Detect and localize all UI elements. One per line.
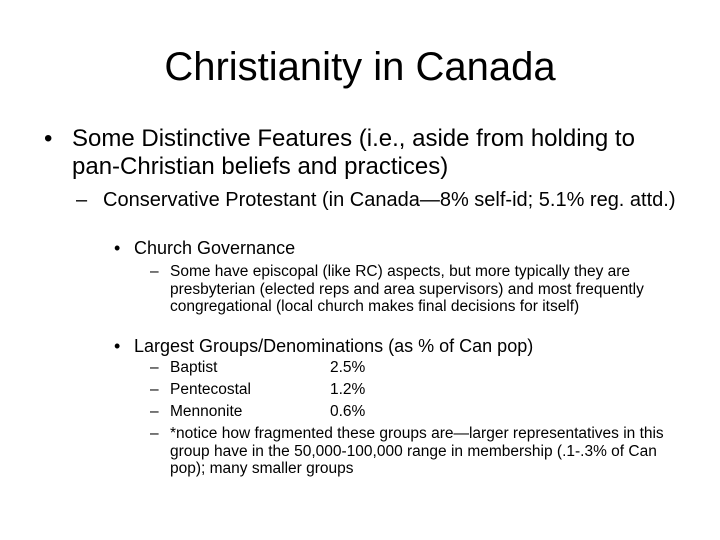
bullet-dot: • xyxy=(44,125,53,152)
bullet-dot: • xyxy=(114,336,121,356)
list-item-group xyxy=(150,403,690,421)
bullet-largest-groups xyxy=(114,336,674,357)
group-percentage: 0.6% xyxy=(330,403,366,420)
group-name: Mennonite xyxy=(170,403,243,420)
bullet-dash: – xyxy=(150,359,159,376)
bullet-dash: – xyxy=(150,403,159,420)
list-item-group xyxy=(150,381,690,399)
church-governance-heading: Church Governance xyxy=(134,238,296,258)
largest-groups-heading: Largest Groups/Denominations (as % of Can pop) xyxy=(134,336,534,356)
group-name: Pentecostal xyxy=(170,381,251,398)
governance-detail-text: Some have episcopal (like RC) aspects, but more typically they are presbyterian (elected reps and area supervisors) and most frequently congregational (local church makes final decisions for itself) xyxy=(170,263,644,315)
bullet-conservative-protestant xyxy=(76,188,703,212)
bullet-distinctive-features xyxy=(44,125,672,181)
bullet-dash: – xyxy=(76,189,88,211)
bullet-governance-detail xyxy=(150,263,690,316)
bullet-dash: – xyxy=(150,425,159,442)
group-percentage: 1.2% xyxy=(330,381,366,398)
list-item-group xyxy=(150,359,690,377)
distinctive-features-text: Some Distinctive Features (i.e., aside from holding to pan-Christian beliefs and practices) xyxy=(72,125,635,180)
fragmentation-note-text: *notice how fragmented these groups are—larger representatives in this group have in the 50,000-100,000 range in membership (.1-.3% of Can pop); many smaller groups xyxy=(170,425,664,477)
group-percentage: 2.5% xyxy=(330,359,366,376)
slide-title: Christianity in Canada xyxy=(164,45,556,89)
bullet-fragmentation-note xyxy=(150,425,690,478)
bullet-dash: – xyxy=(150,263,159,280)
bullet-church-governance xyxy=(114,238,674,259)
conservative-protestant-text: Conservative Protestant (in Canada—8% self-id; 5.1% reg. attd.) xyxy=(103,189,676,211)
group-name: Baptist xyxy=(170,359,218,376)
bullet-dash: – xyxy=(150,381,159,398)
bullet-dot: • xyxy=(114,238,121,258)
